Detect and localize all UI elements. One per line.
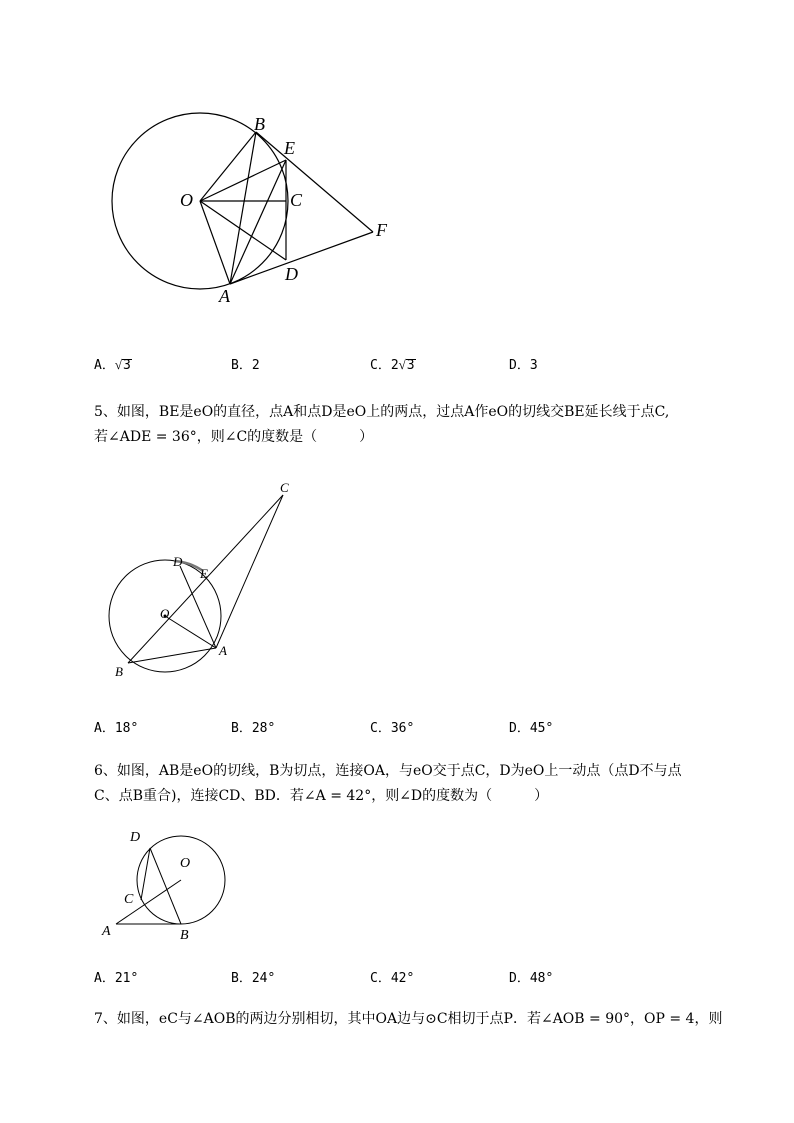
label-d: D bbox=[130, 830, 141, 845]
segment-dc bbox=[141, 848, 150, 900]
label-c: C bbox=[124, 892, 134, 907]
q7-line1: 7、如图，eC与∠AOB的两边分别相切，其中OA边与⊙C相切于点P．若∠AOB = 90°，OP = 4，则 bbox=[94, 1011, 723, 1027]
q6-option-b[interactable]: B．24° bbox=[231, 971, 276, 986]
label-a: A bbox=[102, 924, 111, 939]
label-d: D bbox=[285, 264, 298, 284]
q4-option-b[interactable]: B．2 bbox=[231, 358, 260, 373]
label-a: A bbox=[219, 286, 230, 306]
label-d: D bbox=[173, 554, 183, 569]
q4-option-d[interactable]: D．3 bbox=[509, 358, 538, 373]
label-o: O bbox=[180, 856, 191, 871]
q6-line1: 6、如图，AB是eO的切线，B为切点，连接OA，与eO交于点C，D为eO上一动点（点D不与点 bbox=[94, 763, 682, 779]
segment-db bbox=[150, 848, 181, 924]
q5-option-b[interactable]: B．28° bbox=[231, 721, 276, 736]
label-e: E bbox=[284, 138, 295, 158]
q5-line2: 若∠ADE = 36°，则∠C的度数是（ ） bbox=[94, 429, 374, 445]
label-b: B bbox=[115, 664, 123, 679]
label-o: O bbox=[180, 190, 193, 210]
q4-option-c[interactable]: C．2√3 bbox=[370, 357, 415, 373]
q5-option-a[interactable]: A．18° bbox=[94, 721, 139, 736]
label-f: F bbox=[376, 220, 387, 240]
label-c: C bbox=[280, 480, 289, 495]
label-a: A bbox=[219, 643, 227, 658]
label-e: E bbox=[200, 566, 208, 581]
label-b: B bbox=[254, 114, 265, 134]
label-b: B bbox=[180, 928, 189, 943]
q5-option-c[interactable]: C．36° bbox=[370, 721, 415, 736]
q4-option-a[interactable]: A．√3 bbox=[94, 357, 131, 373]
q5-option-d[interactable]: D．45° bbox=[509, 721, 554, 736]
label-c: C bbox=[290, 190, 303, 210]
q6-option-a[interactable]: A．21° bbox=[94, 971, 139, 986]
q6-option-c[interactable]: C．42° bbox=[370, 971, 415, 986]
q6-line2: C、点B重合)，连接CD、BD．若∠A = 42°，则∠D的度数为（ ） bbox=[94, 788, 549, 804]
q6-option-d[interactable]: D．48° bbox=[509, 971, 554, 986]
label-o: O bbox=[160, 606, 170, 621]
q5-line1: 5、如图，BE是eO的直径，点A和点D是eO上的两点，过点A作eO的切线交BE延长线于点C, bbox=[94, 404, 670, 420]
